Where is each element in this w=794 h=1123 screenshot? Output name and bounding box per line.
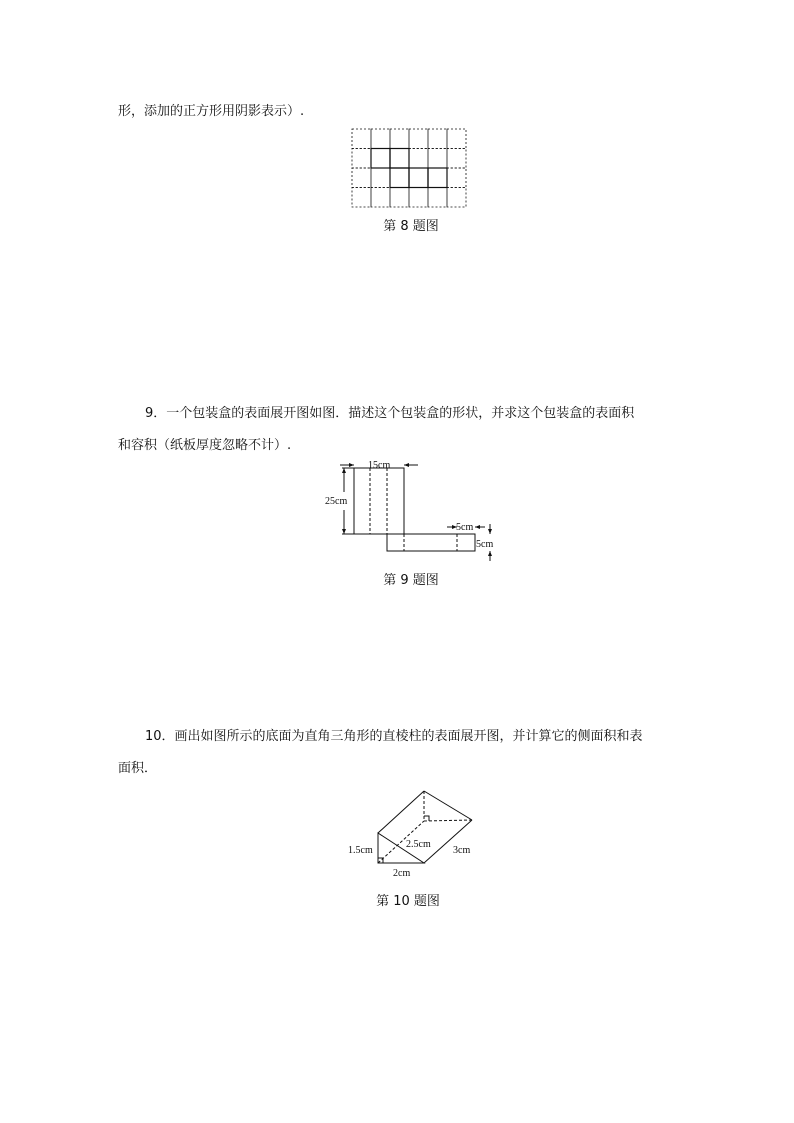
grid-cell <box>409 129 428 149</box>
q10-text-line2: 面积． <box>118 761 158 776</box>
net-square <box>390 149 409 169</box>
figure-8-grid <box>351 128 471 212</box>
net-square <box>409 168 428 188</box>
grid-cell <box>371 168 390 188</box>
grid-cell <box>371 149 390 169</box>
dim-1.5cm-label: 1.5cm <box>348 845 373 856</box>
grid-cell <box>447 168 466 188</box>
grid-cell <box>428 129 447 149</box>
grid-cell <box>447 149 466 169</box>
net-square <box>428 168 447 188</box>
grid-cell <box>447 129 466 149</box>
grid-cell <box>428 149 447 169</box>
net-tall-rect <box>354 468 404 534</box>
grid-cell <box>371 129 390 149</box>
figure-9-caption: 第 9 题图 <box>383 573 439 588</box>
grid-cell <box>352 188 371 208</box>
net-bottom-strip <box>387 534 475 551</box>
grid-cell <box>428 168 447 188</box>
grid-cell <box>390 129 409 149</box>
dim-3cm-label: 3cm <box>453 845 471 856</box>
dim-2cm-label: 2cm <box>393 868 411 879</box>
grid-cell <box>409 188 428 208</box>
grid-cell <box>409 168 428 188</box>
figure-10-prism <box>340 785 500 885</box>
dim-25cm-label: 25cm <box>325 496 348 507</box>
grid-cell <box>352 149 371 169</box>
dim-5cm-vertical-label: 5cm <box>476 539 494 550</box>
grid-cell <box>409 149 428 169</box>
q10-text-line1: 10．画出如图所示的底面为直角三角形的直棱柱的表面展开图，并计算它的侧面积和表 <box>145 729 643 744</box>
figure-10-caption: 第 10 题图 <box>376 894 440 909</box>
grid-cell <box>447 188 466 208</box>
grid-cell <box>352 129 371 149</box>
q9-text-line2: 和容积（纸板厚度忽略不计）. <box>118 438 292 453</box>
q8-text-tail: 形，添加的正方形用阴影表示）. <box>118 104 305 119</box>
grid-cell <box>390 188 409 208</box>
dim-5cm-horizontal-label: 5cm <box>456 522 474 533</box>
net-square <box>390 168 409 188</box>
net-square <box>371 149 390 169</box>
q9-text-line1: 9．一个包装盒的表面展开图如图．描述这个包装盒的形状，并求这个包装盒的表面积 <box>145 406 635 421</box>
grid-cell <box>371 188 390 208</box>
figure-9-net <box>320 458 500 568</box>
grid-cell <box>428 188 447 208</box>
figure-8-caption: 第 8 题图 <box>383 219 439 234</box>
dim-2.5cm-label: 2.5cm <box>406 839 431 850</box>
grid-cell <box>390 149 409 169</box>
grid-cell <box>352 168 371 188</box>
dim-15cm-label: 15cm <box>368 460 391 471</box>
grid-cell <box>390 168 409 188</box>
